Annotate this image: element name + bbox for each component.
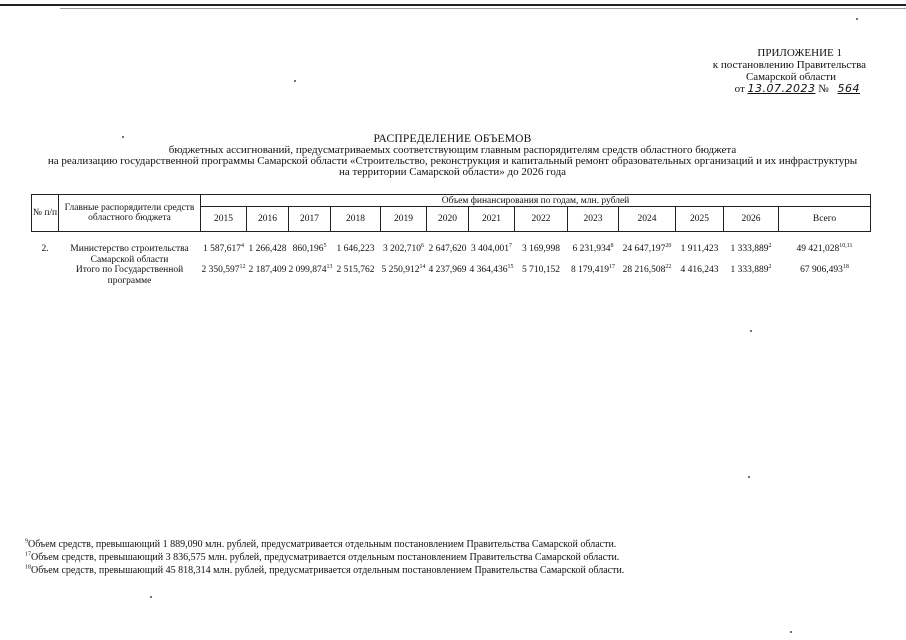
value-cell: 3 169,998 bbox=[522, 244, 560, 254]
row-number: 2. bbox=[41, 244, 49, 254]
title-line-2: бюджетных ассигнований, предусматриваемых соответствующим главным распорядителям средств областного бюджета bbox=[168, 144, 737, 156]
header-year: 2022 bbox=[515, 207, 568, 232]
footnotes bbox=[25, 538, 624, 577]
scan-top-edge-shadow bbox=[60, 8, 906, 9]
header-year: 2019 bbox=[381, 207, 427, 232]
scan-speck bbox=[122, 136, 124, 138]
value-cell: 5 250,912$^{14}$ bbox=[381, 263, 426, 275]
value-cell: 1 333,889$^2$ bbox=[730, 242, 772, 254]
scan-speck bbox=[750, 330, 752, 332]
value-cell: 1 911,423 bbox=[680, 244, 719, 254]
header-year: 2024 bbox=[619, 207, 676, 232]
value-cell: 2 187,409 bbox=[248, 265, 287, 275]
value-cell: 1 266,428 bbox=[248, 244, 287, 254]
value-cell: 1 587,617$^4$ bbox=[203, 242, 244, 254]
row-distributor-name: Министерство строительства Самарской области bbox=[70, 244, 189, 265]
value-cell: 860,196$^5$ bbox=[292, 242, 327, 254]
header-distributors: Главные распорядители средств областного бюджета bbox=[59, 195, 201, 232]
annex-region: Самарской области bbox=[745, 71, 836, 83]
table-row bbox=[32, 265, 871, 286]
header-year: 2018 bbox=[331, 207, 381, 232]
value-cell: 2 350,597$^{12}$ bbox=[201, 263, 246, 275]
scan-speck bbox=[856, 18, 858, 20]
value-cell: 4 416,243 bbox=[680, 265, 719, 275]
header-funding-group: Объем финансирования по годам, млн. рублей bbox=[201, 195, 871, 207]
value-cell: 5 710,152 bbox=[522, 265, 560, 275]
header-year: 2020 bbox=[427, 207, 469, 232]
budget-table bbox=[31, 194, 871, 286]
title-line-1: РАСПРЕДЕЛЕНИЕ ОБЪЕМОВ bbox=[373, 133, 532, 145]
header-year: 2017 bbox=[289, 207, 331, 232]
annex-number-label: № bbox=[818, 83, 829, 95]
title-line-3: на реализацию государственной программы Самарской области «Строительство, реконструкция и капитальный ремонт образовательных организаций и их инфраструктуры bbox=[47, 155, 858, 167]
annex-header bbox=[676, 47, 866, 95]
header-total: Всего bbox=[779, 207, 871, 232]
header-year: 2023 bbox=[568, 207, 619, 232]
footnote: $^{18}$Объем средств, превышающий 45 818,314 млн. рублей, предусматривается отдельным постановлением Правительства Самарской области. bbox=[25, 564, 625, 576]
header-year: 2021 bbox=[469, 207, 515, 232]
value-cell: 24 647,197$^{20}$ bbox=[622, 242, 672, 254]
scan-top-edge bbox=[0, 4, 906, 6]
value-cell: 4 364,436$^{15}$ bbox=[469, 263, 514, 275]
annex-title: ПРИЛОЖЕНИЕ 1 bbox=[757, 47, 842, 59]
annex-date-line bbox=[676, 83, 866, 95]
annex-from-label: от bbox=[734, 83, 745, 95]
value-cell: 8 179,419$^{17}$ bbox=[571, 263, 615, 275]
row-distributor-name: Итого по Государственной программе bbox=[75, 265, 184, 286]
value-cell: 1 646,223 bbox=[336, 244, 375, 254]
value-cell: 2 647,620 bbox=[428, 244, 467, 254]
footnote: $^{17}$Объем средств, превышающий 3 836,575 млн. рублей, предусматривается отдельным постановлением Правительства Самарской области. bbox=[25, 551, 620, 563]
annex-date-handwritten: 13.07.2023 bbox=[747, 82, 816, 95]
document-title bbox=[40, 134, 865, 178]
header-number: № п/п bbox=[32, 195, 59, 232]
footnote: $^9$Объем средств, превышающий 1 889,090 млн. рублей, предусматривается отдельным постановлением Правительства Самарской области. bbox=[25, 538, 617, 550]
table-row bbox=[32, 244, 871, 265]
value-cell: 2 515,762 bbox=[336, 265, 375, 275]
header-year: 2025 bbox=[676, 207, 724, 232]
value-cell: 1 333,889$^2$ bbox=[730, 263, 772, 275]
row-number bbox=[32, 265, 59, 286]
title-line-4: на территории Самарской области» до 2026 года bbox=[338, 166, 567, 178]
total-cell: 49 421,028$^{10,11}$ bbox=[796, 242, 853, 254]
scan-speck bbox=[790, 631, 792, 633]
scan-speck bbox=[294, 80, 296, 82]
header-year: 2026 bbox=[724, 207, 779, 232]
annex-number-handwritten: 564 bbox=[837, 82, 860, 95]
scan-speck bbox=[748, 476, 750, 478]
value-cell: 3 404,001$^7$ bbox=[471, 242, 512, 254]
value-cell: 28 216,508$^{22}$ bbox=[622, 263, 672, 275]
row-spacer bbox=[32, 232, 871, 245]
value-cell: 6 231,934$^8$ bbox=[572, 242, 614, 254]
total-cell: 67 906,493$^{18}$ bbox=[800, 263, 849, 275]
value-cell: 2 099,874$^{13}$ bbox=[288, 263, 333, 275]
scan-speck bbox=[150, 596, 152, 598]
value-cell: 4 237,969 bbox=[428, 265, 467, 275]
header-year: 2015 bbox=[201, 207, 247, 232]
annex-resolution: к постановлению Правительства bbox=[712, 59, 866, 71]
header-year: 2016 bbox=[247, 207, 289, 232]
value-cell: 3 202,710$^6$ bbox=[383, 242, 424, 254]
